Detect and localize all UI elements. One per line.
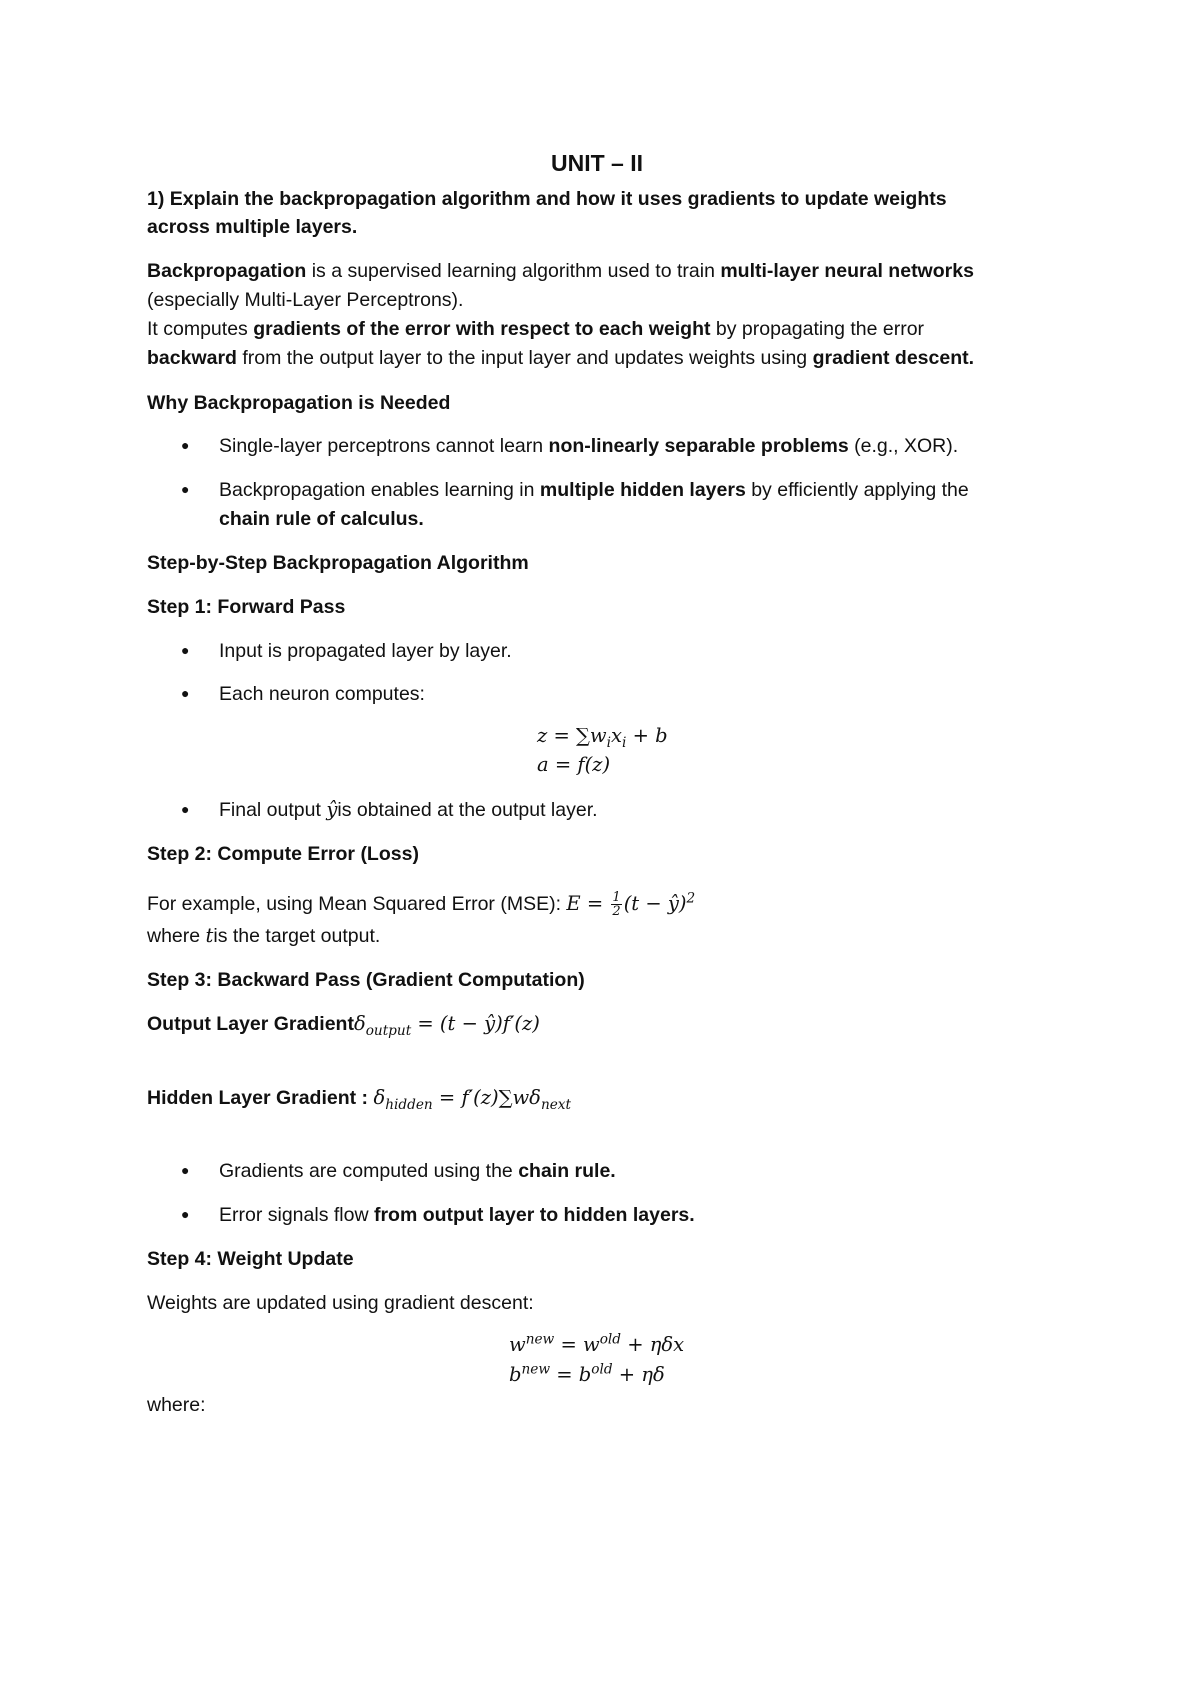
why-bullet-2: Backpropagation enables learning in multiple hidden layers by efficiently applying the <box>219 479 969 501</box>
algorithm-heading: Step-by-Step Backpropagation Algorithm <box>147 552 529 574</box>
step1-bullet-1: Input is propagated layer by layer. <box>219 640 512 662</box>
intro-line-4: backward from the output layer to the input layer and updates weights using gradient descent. <box>147 347 975 369</box>
bullet-icon: ● <box>181 685 190 701</box>
bullet-icon: ● <box>181 642 190 658</box>
equation-weight-update: $w^{new} = w^{old} + \eta\delta x$ <box>509 1331 685 1356</box>
step2-line-1: For example, using Mean Squared Error (MSE): E = $\frac{1}{2}$ (t − ŷ)$^2$ <box>147 890 696 919</box>
why-bullet-2-cont: chain rule of calculus. <box>219 508 424 530</box>
step3-bullet-1: Gradients are computed using the chain rule. <box>219 1160 616 1182</box>
step2-line-2: where tis the target output. <box>147 924 381 947</box>
bullet-icon: ● <box>181 801 190 817</box>
bullet-icon: ● <box>181 1162 190 1178</box>
why-heading: Why Backpropagation is Needed <box>147 392 451 414</box>
why-bullet-1: Single-layer perceptrons cannot learn non-linearly separable problems (e.g., XOR). <box>219 435 959 457</box>
hidden-layer-gradient: Hidden Layer Gradient : $\delta_{hidden} = f'(z)\sum w\delta_{next}$ <box>147 1086 571 1113</box>
intro-line-3: It computes gradients of the error with respect to each weight by propagating the error <box>147 318 925 340</box>
step4-heading: Step 4: Weight Update <box>147 1248 354 1270</box>
output-layer-gradient: Output Layer Gradientδ$_{output}$ = (t − ŷ)f′(z) <box>147 1012 540 1039</box>
question-line-2: across multiple layers. <box>147 216 358 238</box>
step4-line-1: Weights are updated using gradient descent: <box>147 1292 534 1314</box>
bullet-icon: ● <box>181 1206 190 1222</box>
bullet-icon: ● <box>181 437 190 453</box>
equation-activation: a = f(z) <box>537 753 611 776</box>
question-line-1: 1) Explain the backpropagation algorithm and how it uses gradients to update weights <box>147 188 947 210</box>
step1-bullet-2: Each neuron computes: <box>219 683 425 705</box>
page-title: UNIT – II <box>550 150 643 176</box>
equation-weighted-sum: $z = \sum w_ix_i + b$ <box>537 724 668 751</box>
step3-heading: Step 3: Backward Pass (Gradient Computation) <box>147 969 585 991</box>
bullet-icon: ● <box>181 481 190 497</box>
step2-heading: Step 2: Compute Error (Loss) <box>147 843 419 865</box>
equation-bias-update: $b^{new} = b^{old} + \eta\delta$ <box>509 1361 665 1386</box>
step4-where: where: <box>147 1394 206 1416</box>
intro-line-1: Backpropagation is a supervised learning algorithm used to train multi-layer neural networks <box>147 260 974 282</box>
step3-bullet-2: Error signals flow from output layer to hidden layers. <box>219 1204 695 1226</box>
step1-bullet-3: Final output ŷis obtained at the output layer. <box>219 798 598 821</box>
step1-heading: Step 1: Forward Pass <box>147 596 346 618</box>
intro-line-2: (especially Multi-Layer Perceptrons). <box>147 289 464 311</box>
